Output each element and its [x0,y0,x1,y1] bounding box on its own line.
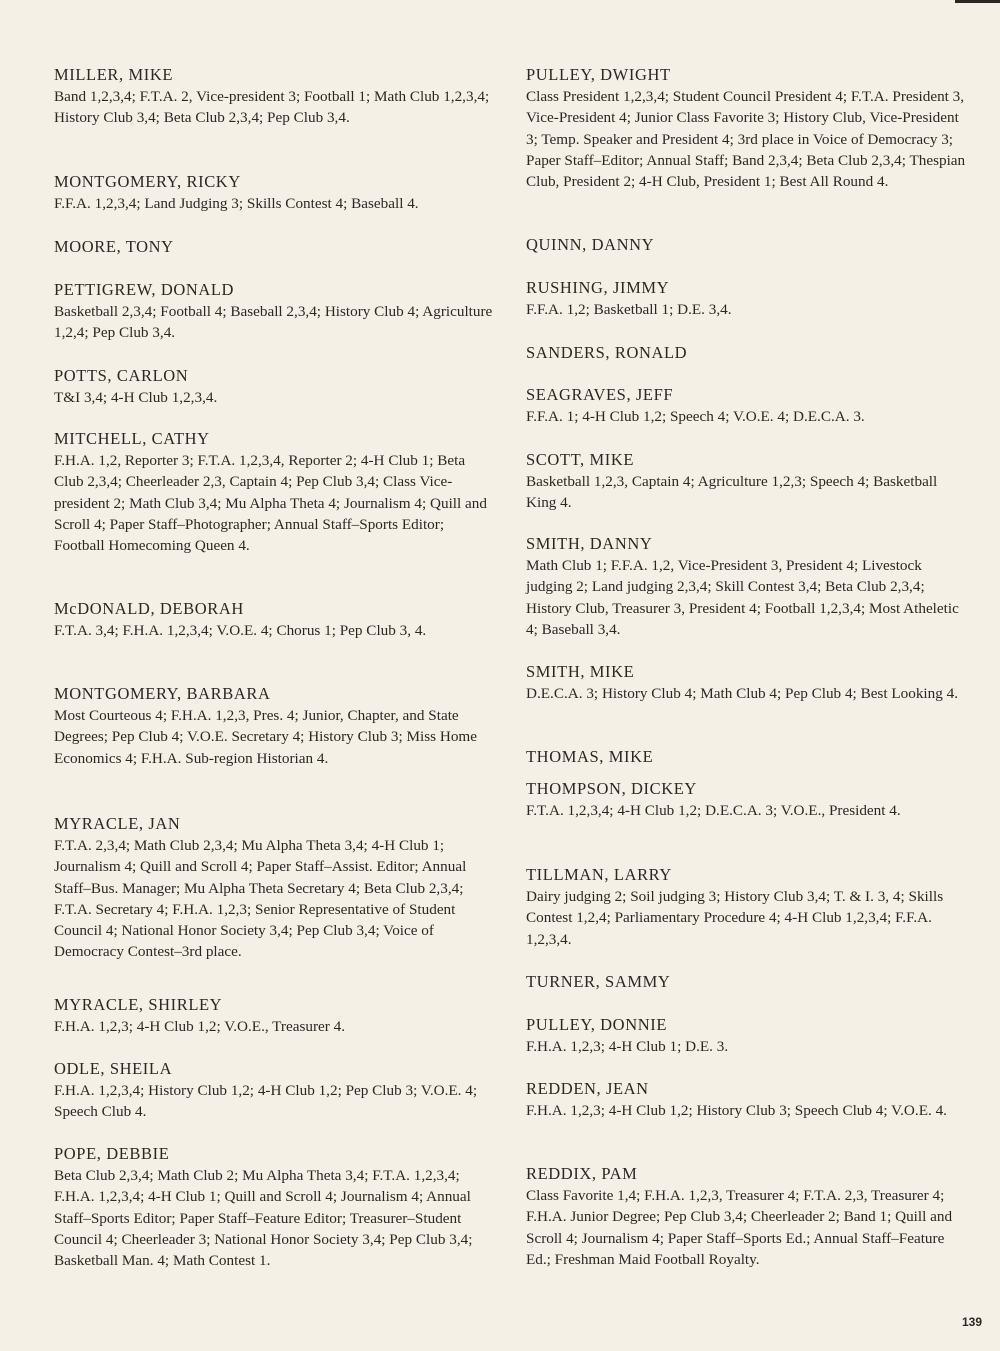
entry-seagraves-jeff [526,384,966,427]
entry-details: F.H.A. 1,2,3,4; History Club 1,2; 4-H Club 1,2; Pep Club 3; V.O.E. 4; Speech Club 4. [54,1082,478,1121]
entry-thompson-dickey [526,778,966,821]
entry-name: QUINN, DANNY [526,235,655,254]
entry-details: Basketball 2,3,4; Football 4; Baseball 2,3,4; History Club 4; Agriculture 1,2,4; Pep Club 3,4. [54,303,493,342]
entry-name: SCOTT, MIKE [526,450,635,469]
entry-miller-mike [54,64,494,129]
entry-name: POPE, DEBBIE [54,1144,170,1163]
entry-tillman-larry [526,864,966,950]
entry-pope-debbie [54,1143,494,1271]
entry-name: SMITH, DANNY [526,534,653,553]
entry-mcdonald-deborah [54,598,494,641]
entry-quinn-danny [526,234,966,256]
entry-smith-danny [526,533,966,640]
entry-pulley-dwight [526,64,966,192]
entry-name: POTTS, CARLON [54,366,189,385]
entry-redden-jean [526,1078,966,1121]
entry-name: MONTGOMERY, RICKY [54,172,241,191]
entry-name: MONTGOMERY, BARBARA [54,684,271,703]
entry-myracle-jan [54,813,494,963]
entry-name: THOMPSON, DICKEY [526,779,697,798]
entry-name: PULLEY, DWIGHT [526,65,671,84]
entry-moore-tony [54,236,494,258]
entry-details: T&I 3,4; 4-H Club 1,2,3,4. [54,389,218,406]
entry-name: REDDEN, JEAN [526,1079,649,1098]
entry-name: RUSHING, JIMMY [526,278,670,297]
entry-reddix-pam [526,1163,966,1270]
entry-name: TURNER, SAMMY [526,972,671,991]
entry-details: Dairy judging 2; Soil judging 3; History Club 3,4; T. & I. 3, 4; Skills Contest 1,2,4; Parliamentary Procedure 4; 4-H Club 1,2,3,4; F.F.A. 1,2,3,4. [526,888,944,948]
entry-turner-sammy [526,971,966,993]
entry-details: F.F.A. 1,2; Basketball 1; D.E. 3,4. [526,301,732,318]
entry-odle-sheila [54,1058,494,1123]
entry-details: Band 1,2,3,4; F.T.A. 2, Vice-president 3; Football 1; Math Club 1,2,3,4; History Club 3,4; Beta Club 2,3,4; Pep Club 3,4. [54,88,490,127]
entry-pulley-donnie [526,1014,966,1057]
entry-pettigrew-donald [54,279,494,344]
entry-details: D.E.C.A. 3; History Club 4; Math Club 4; Pep Club 4; Best Looking 4. [526,685,959,702]
entry-details: Basketball 1,2,3, Captain 4; Agriculture 1,2,3; Speech 4; Basketball King 4. [526,473,938,512]
entry-potts-carlon [54,365,494,408]
entry-name: McDONALD, DEBORAH [54,599,244,618]
entry-name: ODLE, SHEILA [54,1059,173,1078]
entry-name: MILLER, MIKE [54,65,174,84]
entry-details: Class President 1,2,3,4; Student Council President 4; F.T.A. President 3, Vice-President 4; Junior Class Favorite 3; History Club, Vice-President 3; Temp. Speaker and President 4; 3rd place in Voice of Democracy 3; Paper Staff–Editor; Annual Staff; Band 2,3,4; Beta Club 2,3,4; Thespian Club, President 2; 4-H Club, President 1; Best All Round 4. [526,88,966,191]
entry-name: SEAGRAVES, JEFF [526,385,674,404]
entry-details: Beta Club 2,3,4; Math Club 2; Mu Alpha Theta 3,4; F.T.A. 1,2,3,4; F.H.A. 1,2,3,4; 4-H Club 1; Quill and Scroll 4; Journalism 4; Annual Staff–Sports Editor; Paper Staff–Feature Editor; Treasurer–Student Council 4; Cheerleader 3; National Honor Society 3,4; Pep Club 3,4; Basketball Man. 4; Math Contest 1. [54,1167,473,1270]
entry-details: F.F.A. 1,2,3,4; Land Judging 3; Skills Contest 4; Baseball 4. [54,195,419,212]
entry-montgomery-ricky [54,171,494,214]
entry-name: THOMAS, MIKE [526,747,654,766]
entry-name: MYRACLE, JAN [54,814,181,833]
entry-name: TILLMAN, LARRY [526,865,672,884]
entry-sanders-ronald [526,342,966,364]
entry-details: F.H.A. 1,2,3; 4-H Club 1,2; History Club 3; Speech Club 4; V.O.E. 4. [526,1102,947,1119]
entry-details: F.H.A. 1,2,3; 4-H Club 1,2; V.O.E., Treasurer 4. [54,1018,346,1035]
entry-smith-mike [526,661,966,704]
entry-name: SANDERS, RONALD [526,343,688,362]
entry-scott-mike [526,449,966,514]
entry-name: PETTIGREW, DONALD [54,280,235,299]
entry-name: PULLEY, DONNIE [526,1015,668,1034]
entry-details: Most Courteous 4; F.H.A. 1,2,3, Pres. 4; Junior, Chapter, and State Degrees; Pep Club 4; V.O.E. Secretary 4; History Club 3; Miss Home Economics 4; F.H.A. Sub-region Historian 4. [54,707,477,767]
entry-rushing-jimmy [526,277,966,320]
entry-name: REDDIX, PAM [526,1164,638,1183]
entry-details: F.F.A. 1; 4-H Club 1,2; Speech 4; V.O.E. 4; D.E.C.A. 3. [526,408,865,425]
entry-name: SMITH, MIKE [526,662,635,681]
entry-details: F.T.A. 3,4; F.H.A. 1,2,3,4; V.O.E. 4; Chorus 1; Pep Club 3, 4. [54,622,427,639]
entry-name: MITCHELL, CATHY [54,429,210,448]
entry-mitchell-cathy [54,428,494,556]
entry-details: Class Favorite 1,4; F.H.A. 1,2,3, Treasurer 4; F.T.A. 2,3, Treasurer 4; F.H.A. Junior Degree; Pep Club 3,4; Cheerleader 2; Band 1; Quill and Scroll 4; Journalism 4; Paper Staff–Sports Ed.; Annual Staff–Feature Ed.; Freshman Maid Football Royalty. [526,1187,953,1268]
entry-thomas-mike [526,746,966,768]
top-rule [955,0,1000,3]
entry-details: Math Club 1; F.F.A. 1,2, Vice-President 3, President 4; Livestock judging 2; Land judging 2,3,4; Skill Contest 3,4; Beta Club 2,3,4; History Club, Treasurer 3, President 4; Football 1,2,3,4; Most Atheletic 4; Baseball 3,4. [526,557,959,638]
entry-details: F.H.A. 1,2, Reporter 3; F.T.A. 1,2,3,4, Reporter 2; 4-H Club 1; Beta Club 2,3,4; Cheerleader 2,3, Captain 4; Pep Club 3,4; Class Vice-president 2; Math Club 3,4; Mu Alpha Theta 4; Journalism 4; Quill and Scroll 4; Paper Staff–Photographer; Annual Staff–Sports Editor; Football Homecoming Queen 4. [54,452,487,555]
entry-details: F.H.A. 1,2,3; 4-H Club 1; D.E. 3. [526,1038,729,1055]
entry-name: MOORE, TONY [54,237,174,256]
entry-montgomery-barbara [54,683,494,769]
entry-details: F.T.A. 2,3,4; Math Club 2,3,4; Mu Alpha Theta 3,4; 4-H Club 1; Journalism 4; Quill and Scroll 4; Paper Staff–Assist. Editor; Annual Staff–Bus. Manager; Mu Alpha Theta Secretary 4; Beta Club 2,3,4; F.T.A. Secretary 4; F.H.A. 1,2,3; Senior Representative of Student Council 4; National Honor Society 3,4; Pep Club 3,4; Voice of Democracy Contest–3rd place. [54,837,467,961]
entry-name: MYRACLE, SHIRLEY [54,995,223,1014]
page-number: 139 [962,1315,983,1329]
entry-details: F.T.A. 1,2,3,4; 4-H Club 1,2; D.E.C.A. 3; V.O.E., President 4. [526,802,901,819]
entry-myracle-shirley [54,994,494,1037]
